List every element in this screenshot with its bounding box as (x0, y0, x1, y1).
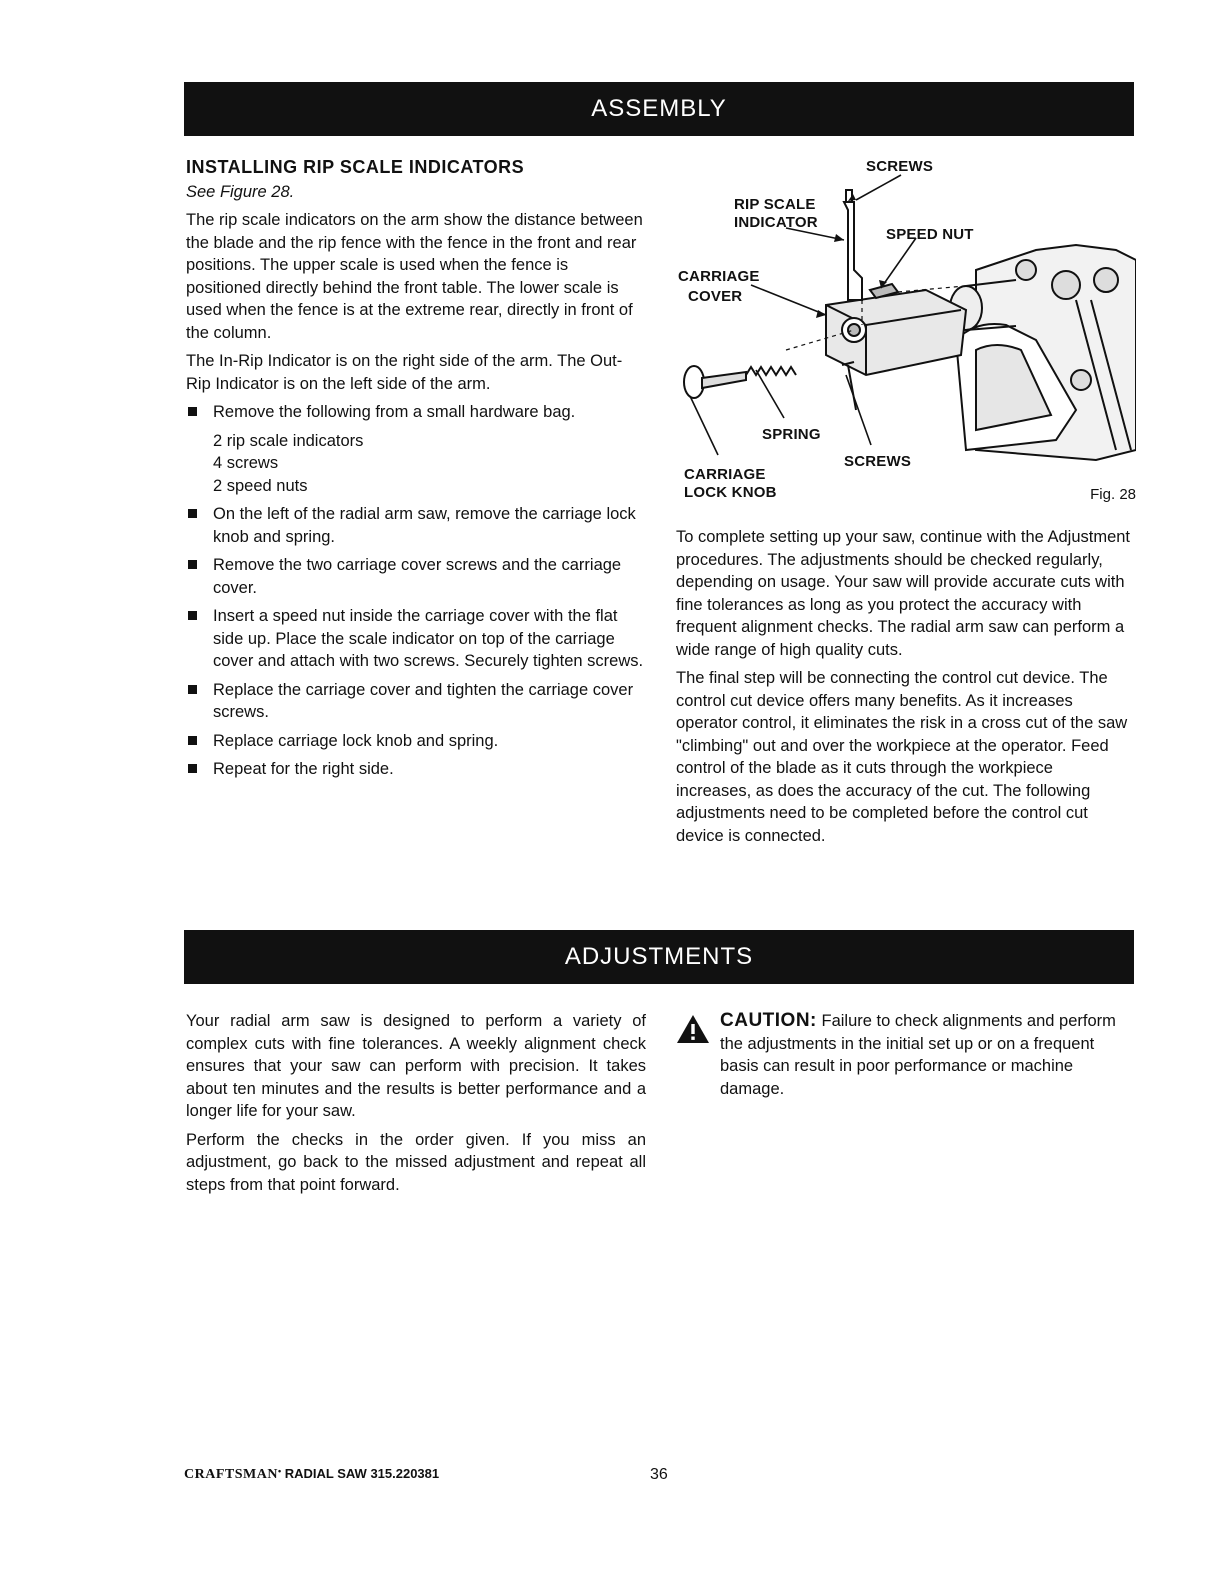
registered-mark-icon: • (277, 1466, 282, 1476)
square-bullet-icon (188, 685, 197, 694)
right-paragraph-2: The final step will be connecting the control cut device. The control cut device offers many benefits. As it increases operator control, it eliminates the risk in a cross cut of the saw "climbing" out and over the workpiece at the operator. Feed control of the blade as it cuts through the workpiece increases, as does the accuracy of the cut. The following adjustments need to be completed before the control cut device is connected. (676, 669, 1128, 845)
intro-paragraph-2: The In-Rip Indicator is on the right side of the arm. The Out-Rip Indicator is on the left side of the arm. (186, 352, 623, 393)
assembly-right-column (676, 526, 1132, 853)
caution-text: Failure to check alignments and perform the adjustments in the initial set up or on a frequent basis can result in poor performance or machine damage. (720, 1012, 1116, 1098)
steps-list (186, 401, 646, 424)
label-screws-bottom: SCREWS (844, 453, 912, 470)
label-screws-top: SCREWS (866, 158, 934, 175)
label-carriage-cover-2: COVER (688, 288, 743, 305)
square-bullet-icon (188, 611, 197, 620)
square-bullet-icon (188, 509, 197, 518)
adjustments-paragraph-1: Your radial arm saw is designed to perform a variety of complex cuts with fine tolerances. A weekly alignment check ensures that your saw can perform with precision. It takes about ten minutes and the results is better performance and a longer life for your saw. (186, 1012, 646, 1120)
craftsman-logo: CRAFTSMAN (184, 1467, 278, 1482)
square-bullet-icon (188, 736, 197, 745)
label-lock-knob: LOCK KNOB (684, 484, 777, 501)
assembly-banner-text: ASSEMBLY (591, 95, 727, 122)
step-item: Remove the following from a small hardware bag. (186, 401, 646, 424)
caution-text-block (676, 1010, 1132, 1100)
right-paragraph-1: To complete setting up your saw, continue with the Adjustment procedures. The adjustments should be checked regularly, depending on usage. Your saw will provide accurate cuts with fine tolerances as long as you protect the accuracy with frequent alignment checks. The radial arm saw can perform a wide range of high quality cuts. (676, 528, 1131, 659)
step-item: Repeat for the right side. (186, 758, 646, 781)
adjustments-paragraph-2: Perform the checks in the order given. If you miss an adjustment, go back to the missed adjustment and repeat all steps from that point forward. (186, 1130, 646, 1194)
parts-list-item: 2 speed nuts (213, 476, 308, 495)
square-bullet-icon (188, 407, 197, 416)
footer-model-text: RADIAL SAW 315.220381 (284, 1466, 440, 1481)
label-rip-scale: RIP SCALE (734, 196, 816, 213)
label-rip-scale-indicator: INDICATOR (734, 214, 818, 231)
step-item: Replace carriage lock knob and spring. (186, 730, 646, 753)
figure-caption: Fig. 28 (1090, 486, 1136, 503)
label-carriage-lock: CARRIAGE (684, 466, 766, 483)
parts-list (186, 430, 646, 498)
step-item: Insert a speed nut inside the carriage cover with the flat side up. Place the scale indicator on top of the carriage cover and attach with two screws. Securely tighten screws. (186, 605, 646, 673)
step-item: Replace the carriage cover and tighten the carriage cover screws. (186, 679, 646, 724)
assembly-banner (184, 82, 1134, 136)
parts-list-item: 4 screws (213, 454, 279, 472)
warning-triangle-icon (676, 1014, 710, 1044)
adjustments-banner (184, 930, 1134, 984)
label-speed-nut: SPEED NUT (886, 226, 974, 243)
adjustments-banner-text: ADJUSTMENTS (564, 943, 754, 970)
parts-list-item: 2 rip scale indicators (213, 431, 364, 450)
label-spring: SPRING (762, 426, 821, 443)
intro-paragraph-1: The rip scale indicators on the arm show the distance between the blade and the rip fence with the fence in the front and rear positions. The upper scale is used when the fence is positioned directly behind the front table. The lower scale is used when the fence is at the extreme rear, directly in front of the column. (186, 211, 643, 342)
label-carriage-cover: CARRIAGE (678, 268, 760, 285)
see-figure-note: See Figure 28. (186, 182, 295, 201)
footer-model (184, 1466, 439, 1483)
page-number: 36 (650, 1466, 668, 1483)
adjustments-left-column (186, 1010, 646, 1202)
caution-heading: CAUTION: (720, 1010, 817, 1031)
steps-list-continued (186, 503, 646, 781)
square-bullet-icon (188, 560, 197, 569)
step-item: Remove the two carriage cover screws and the carriage cover. (186, 554, 646, 599)
figure-28 (676, 150, 1136, 510)
assembly-left-column (186, 156, 646, 787)
caution-box (676, 1010, 1132, 1100)
step-item: On the left of the radial arm saw, remove the carriage lock knob and spring. (186, 503, 646, 548)
section-title: INSTALLING RIP SCALE INDICATORS (186, 157, 525, 177)
square-bullet-icon (188, 764, 197, 773)
